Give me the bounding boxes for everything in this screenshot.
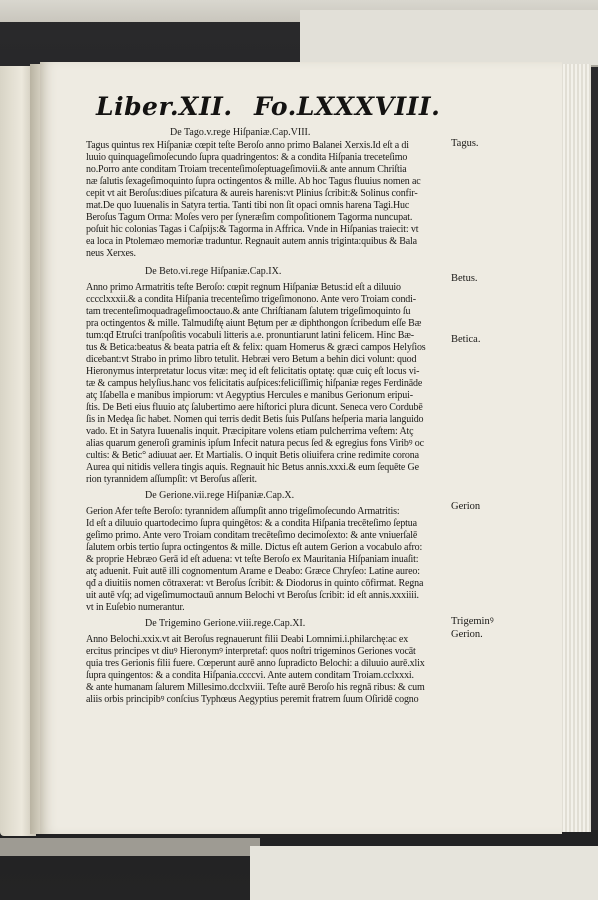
text-line: qđ a diuitiis nomen cōtraxerat: vt Beroſus ſcribit: & Diodorus in quinto cōfirmat. Regna — [86, 578, 424, 589]
text-line: uit autē vſq; ad vigeſimumoctauū annum Belochi vt Beroſus ſcribit: id eſt annis.xxxiiii. — [86, 590, 419, 601]
stacked-page-edges — [558, 64, 591, 832]
text-line: & proprie Hebræo Gerā id eſt aduena: vt teſte Beroſo ex Mauritania Hiſpaniam inuaſit: — [86, 554, 419, 565]
text-line: ſtis. De Beti eius fluuio atç ſalubertimo aere hiſtorici plura dicunt. Seneca vero Cordubē — [86, 402, 423, 413]
chapter-heading: De Trigemino Gerione.viii.rege.Cap.XI. — [145, 618, 306, 629]
text-line: tus & Betica:beatus & beata patria eſt & felix: quam Homerus & græci campos Helyſios — [86, 342, 426, 353]
text-line: poſuit hic colonias Tagas i Caſpijs:& Tagorma in Affrica. Vnde in Hiſpanias traiecit: vt — [86, 224, 419, 235]
text-line: Tagus quintus rex Hiſpaniæ cœpit teſte Beroſo anno primo Balanei Xerxis.Id eſt a di — [86, 140, 409, 151]
text-line: neus Xerxes. — [86, 248, 136, 259]
text-line: alias quarum generoſi graminis ipſum Infecit natura pecus ſed & egregius fons Viribꝰ oc — [86, 438, 424, 449]
margin-note: Trigeminꝰ — [451, 616, 494, 627]
text-line: mat.De quo Iuuenalis in Satyra tertia. Tanti tibi non ſit opaci omnis harena Tagi.Huc — [86, 200, 410, 211]
text-line: Gerion Afer teſte Beroſo: tyrannidem aſſumpſit anno trigeſimoſecundo Armatritis: — [86, 506, 400, 517]
text-line: ea loca in Ptolemæo memoriæ traduntur. Regnauit autem annis triginta:quibus & Bala — [86, 236, 417, 247]
chapter-heading: De Beto.vi.rege Hiſpaniæ.Cap.IX. — [145, 266, 282, 277]
text-line: atç aduenit. Fuit autē illi cognomentum Arame e Deabo: Græce Chryſeo: Latine aureo: — [86, 566, 420, 577]
running-header — [96, 92, 446, 128]
bottom-paper-sheet — [250, 846, 598, 900]
text-line: tæ & campus helyſius.hanc vos felicitatis auſpices:feliciſſimiç hiſpaniæ reges Ferdināde — [86, 378, 423, 389]
chapter-heading: De Tago.v.rege Hiſpaniæ.Cap.VIII. — [170, 127, 311, 138]
text-line: ercitus principes vt diuꝰ Hieronymꝰ interpretaf: quos noſtri trigeminos Geriones vocāt — [86, 646, 416, 657]
text-line: cccclxxxii.& a condita Hiſpania trecenteſimo trigeſimonono. Ante vero Troiam condi- — [86, 294, 416, 305]
text-line: vado. Et in Satyra Iuuenalis inquit. Præcipitare volens etiam pulcherrima veſtem: Atç — [86, 426, 414, 437]
text-line: quia tres Gerionis filii fuere. Cœperunt aurē anno ſupradicto Belochi: a diluuio aurē.xlix — [86, 658, 425, 669]
text-line: ſupra quingentos: & a condita Hiſpania.ccccvi. Ante autem conditam Troiam.cclxxxi. — [86, 670, 414, 681]
text-line: Anno Belochi.xxix.vt ait Beroſus regnauerunt filii Deabi Lomnimi.i.philarchę:ac ex — [86, 634, 409, 645]
text-line: Hieronymus interpretatur locus vitæ: meç id eſt felicitatis optatę: quæ cuiç eſt locus vi- — [86, 366, 420, 377]
text-line: pra octingentos & mille. Talmudiſtę aiunt Bętum per æ diphthongon ſcribedum eſſe Bæ — [86, 318, 422, 329]
bottom-board-edge — [0, 838, 260, 856]
text-line: Id eſt a diluuio quartodecimo ſupra quingētos: & a condita Hiſpania trecēteſimo ſeptua — [86, 518, 417, 529]
text-line: cultis: & Betic° adiuuat aer. Et Martialis. O inquit Betis oliuifera crine redimite corona — [86, 450, 419, 461]
text-line: atç Iſabella e manibus impiorum: vt Aegyptius Hercules e manibus Gerionum eripui- — [86, 390, 413, 401]
text-line: tam trecenteſimoquadrageſimooctauo.& ante Chriſtianam ſalutem trigeſimoquinto ſu — [86, 306, 411, 317]
text-line: no.Porro ante conditam Troiam trecenteſimoſeptuageſimovii.& ante annum Chriſtia — [86, 164, 407, 175]
text-line: ſis in Medęa ſic habet. Nomen qui terris dedit Betis ſuis Pulſans heſperia maria languido — [86, 414, 424, 425]
text-line: cepit vt ait Beroſus:diues piſcatura & aureis harenis:vt Plinius ſcribit:& Solinus confir- — [86, 188, 418, 199]
margin-note: Gerion. — [451, 629, 483, 640]
text-line: Anno primo Armatritis teſte Beroſo: cœpit regnum Hiſpaniæ Betus:id eſt a diluuio — [86, 282, 401, 293]
text-line: tum:qđ Etruſci tranſpoſitis vocabuli litteris a.e. pronuntiarunt latini felicem. Hinc Bæ- — [86, 330, 414, 341]
text-line: & ante humanam ſalurem Millesimo.dcclxviii. Teſte aurē Beroſo his regnā ribus: & cum — [86, 682, 425, 693]
margin-note: Tagus. — [451, 138, 479, 149]
text-line: luuio quinquageſimoſecundo ſupra quadringentos: & a condita Hiſpania treceteſimo — [86, 152, 408, 163]
book-number: Liber.XII. — [96, 92, 233, 121]
text-line: Beroſus Tagum Orma: Moſes vero per ſyneræſim compoſitionem Tagorma nuncupat. — [86, 212, 413, 223]
text-line: rion tyrannidem aſſumpſit: vt Beroſus aſſerit. — [86, 474, 257, 485]
text-line: aliis orbis principibꝰ conſcius Typhœus Aegyptius peremit fratrem ſuum Oſiridē cogno — [86, 694, 419, 705]
text-line: vt in Euſebio numerantur. — [86, 602, 185, 613]
chapter-heading: De Gerione.vii.rege Hiſpaniæ.Cap.X. — [145, 490, 295, 501]
text-line: dicebant:vt Strabo in primo libro tetulit. Hebræi vero Betum a behin dici volunt: quod — [86, 354, 417, 365]
folio-number: Fo.LXXXVIII. — [254, 92, 441, 121]
top-paper-sheet — [300, 10, 598, 67]
margin-note: Gerion — [451, 501, 481, 512]
text-line: geſimo primo. Ante vero Troiam conditam trecēteſimo decimoſexto: & ante vniuerſalē — [86, 530, 418, 541]
text-line: næ ſalutis ſexageſimoquinto ſupra octingentos & mille. Ab hoc Tagus fluuius nomen ac — [86, 176, 421, 187]
text-line: Aurea qui nitidis vellera tingis aquis. Regnauit hic Betus annis.xxxi.& eum ſequēte Ge — [86, 462, 419, 473]
margin-note: Betica. — [451, 334, 481, 345]
text-line: ſalutem orbis tertio ſupra octingentos & mille. Dictus eſt autem Gerion a vocabulo afro: — [86, 542, 423, 553]
margin-note: Betus. — [451, 273, 478, 284]
